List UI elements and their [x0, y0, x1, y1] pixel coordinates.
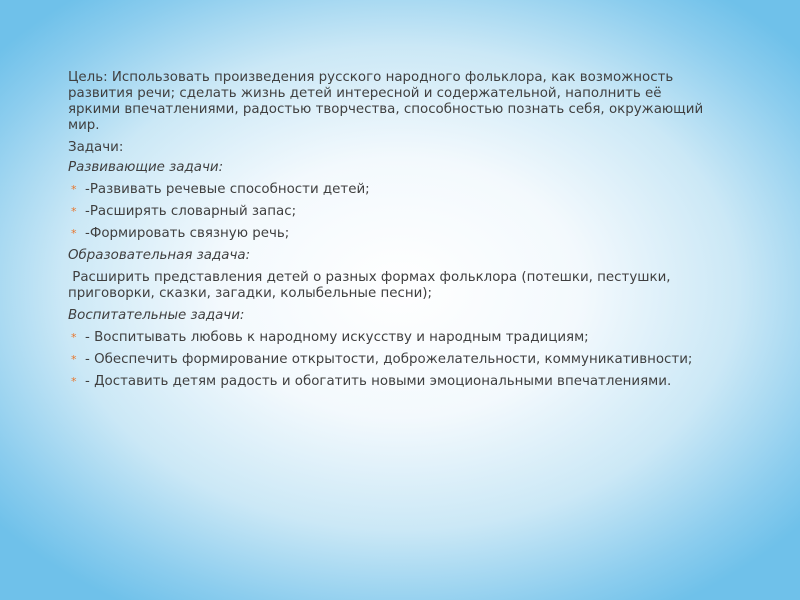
upbringing-item: [68, 352, 708, 368]
developing-item-text: -Развивать речевые способности детей;: [85, 182, 370, 197]
developing-item-text: -Расширять словарный запас;: [85, 204, 297, 219]
bullet-icon: *: [71, 331, 77, 344]
slide-content: [68, 70, 708, 396]
tasks-heading: Задачи:: [68, 140, 124, 155]
upbringing-item: [68, 374, 708, 390]
developing-heading: Развивающие задачи:: [68, 160, 224, 175]
upbringing-item: [68, 330, 708, 346]
bullet-icon: *: [71, 183, 77, 196]
upbringing-heading: Воспитательные задачи:: [68, 308, 245, 323]
bullet-icon: *: [71, 375, 77, 388]
bullet-icon: *: [71, 205, 77, 218]
developing-item-text: -Формировать связную речь;: [85, 226, 290, 241]
educational-text: Расширить представления детей о разных формах фольклора (потешки, пестушки, приговорки, сказки, загадки, колыбельные песни);: [68, 270, 675, 301]
developing-item: [68, 226, 708, 242]
upbringing-item-text: - Доставить детям радость и обогатить новыми эмоциональными впечатлениями.: [85, 374, 672, 389]
bullet-icon: *: [71, 227, 77, 240]
upbringing-item-text: - Обеспечить формирование открытости, доброжелательности, коммуникативности;: [85, 352, 693, 367]
educational-heading: Образовательная задача:: [68, 248, 251, 263]
goal-paragraph: Цель: Использовать произведения русского народного фольклора, как возможность развития речи; сделать жизнь детей интересной и содержательной, наполнить её яркими впечатлениями, радостью творчества, способностью познать себя, окружающий мир.: [68, 70, 704, 133]
developing-item: [68, 204, 708, 220]
upbringing-item-text: - Воспитывать любовь к народному искусству и народным традициям;: [85, 330, 589, 345]
bullet-icon: *: [71, 353, 77, 366]
developing-item: [68, 182, 708, 198]
